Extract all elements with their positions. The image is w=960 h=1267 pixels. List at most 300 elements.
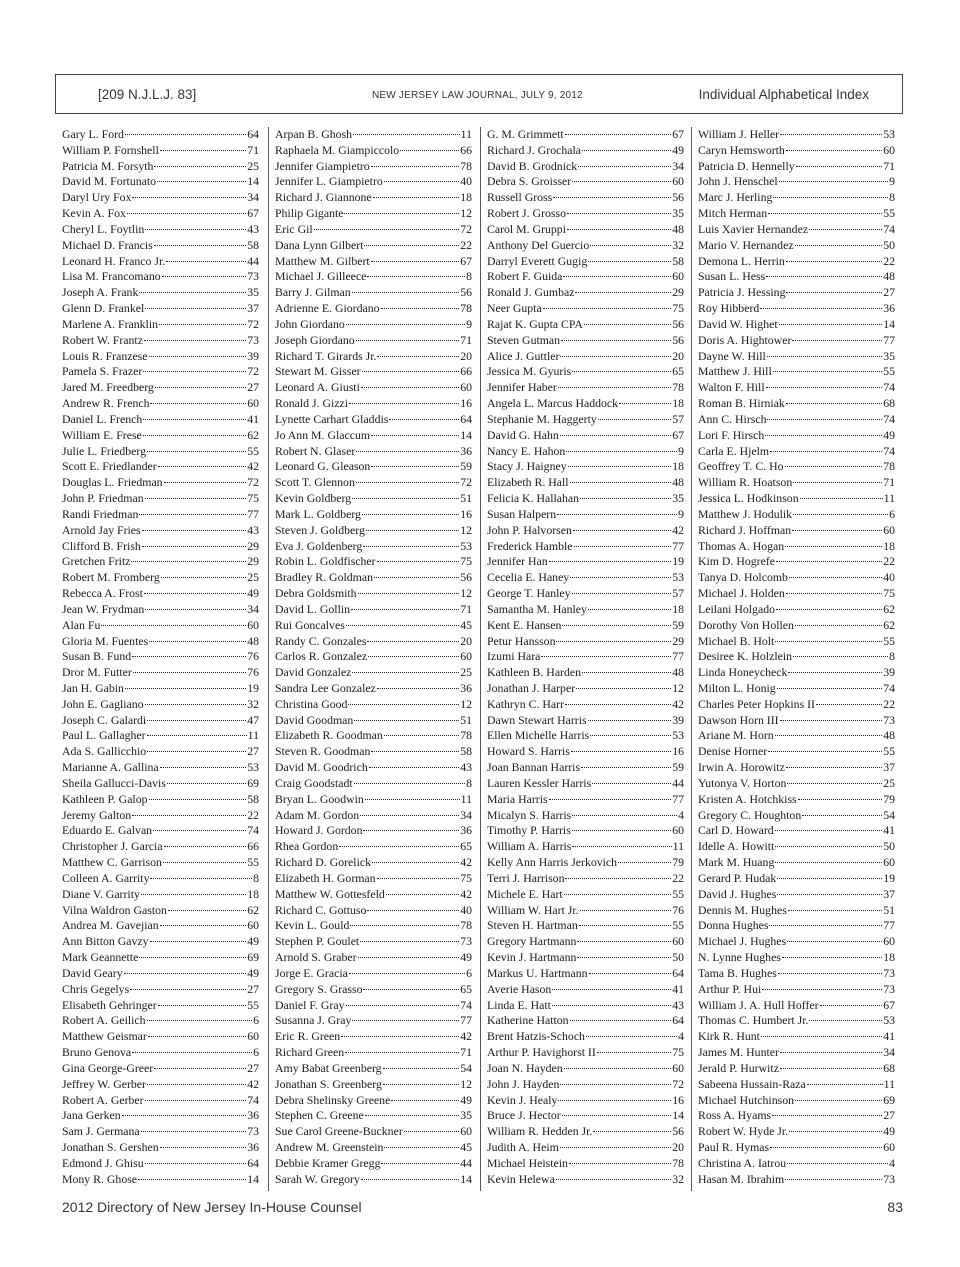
entry-name: Arthur P. Havighorst II	[487, 1045, 596, 1060]
dot-leader	[786, 260, 882, 262]
dot-leader	[560, 355, 671, 357]
index-entry	[698, 238, 895, 254]
dot-leader	[131, 560, 246, 562]
index-entry	[62, 444, 259, 460]
entry-name: Christina A. Iatrou	[698, 1155, 787, 1170]
index-entry	[487, 190, 684, 206]
index-entry	[62, 269, 259, 285]
entry-page-number: 42	[460, 886, 472, 901]
entry-name: Robert W. Hyde Jr.	[698, 1124, 789, 1139]
entry-name: Susan L. Hess	[698, 269, 766, 284]
entry-name: Sarah W. Gregory	[275, 1171, 360, 1186]
entry-name: Douglas L. Friedman	[62, 475, 163, 490]
index-entry	[62, 1061, 259, 1077]
entry-page-number: 48	[883, 269, 895, 284]
entry-page-number: 57	[672, 411, 684, 426]
entry-page-number: 44	[672, 775, 684, 790]
dot-leader	[139, 956, 246, 958]
index-entry	[487, 649, 684, 665]
index-entry	[62, 697, 259, 713]
index-entry	[62, 349, 259, 365]
index-entry	[62, 364, 259, 380]
entry-name: David W. Highet	[698, 316, 778, 331]
index-entry	[698, 665, 895, 681]
entry-name: Jorge E. Gracia	[275, 965, 348, 980]
index-entry	[275, 1045, 472, 1061]
index-entry	[487, 665, 684, 681]
index-entry	[487, 1124, 684, 1140]
dot-leader	[361, 386, 459, 388]
dot-leader	[154, 1067, 246, 1069]
entry-page-number: 60	[883, 855, 895, 870]
index-entry	[487, 159, 684, 175]
entry-name: Arpan B. Ghosh	[275, 127, 353, 141]
index-entry	[62, 159, 259, 175]
entry-page-number: 60	[247, 918, 259, 933]
dot-leader	[589, 972, 672, 974]
entry-name: Michele E. Hart	[487, 886, 563, 901]
index-entry	[62, 523, 259, 539]
entry-name: Leonard H. Franco Jr.	[62, 253, 166, 268]
entry-page-number: 35	[460, 1108, 472, 1123]
dot-leader	[809, 228, 882, 230]
entry-name: Caryn Hemsworth	[698, 142, 785, 157]
dot-leader	[779, 323, 883, 325]
entry-page-number: 8	[466, 775, 472, 790]
entry-name: Kathleen B. Harden	[487, 665, 582, 680]
index-columns	[62, 127, 895, 1190]
entry-page-number: 16	[460, 396, 472, 411]
entry-name: Steven J. Goldberg	[275, 522, 365, 537]
dot-leader	[760, 307, 882, 309]
entry-name: Jared M. Freedberg	[62, 380, 154, 395]
footer-title: 2012 Directory of New Jersey In-House Counsel	[62, 1199, 362, 1215]
entry-name: David G. Hahn	[487, 427, 559, 442]
dot-leader	[349, 972, 465, 974]
dot-leader	[576, 687, 671, 689]
index-entry	[487, 808, 684, 824]
entry-name: Daniel F. Gray	[275, 997, 345, 1012]
index-entry	[487, 602, 684, 618]
entry-page-number: 64	[672, 1013, 684, 1028]
index-entry	[62, 918, 259, 934]
index-entry	[698, 1077, 895, 1093]
dot-leader	[160, 766, 247, 768]
index-entry	[487, 554, 684, 570]
dot-leader	[553, 196, 671, 198]
entry-name: Matthew W. Gottesfeld	[275, 886, 385, 901]
index-entry	[275, 1172, 472, 1188]
index-entry	[487, 254, 684, 270]
entry-name: Donna Hughes	[698, 918, 769, 933]
entry-name: Geoffrey T. C. Ho	[698, 459, 784, 474]
dot-leader	[149, 798, 247, 800]
dot-leader	[138, 1178, 246, 1180]
entry-page-number: 36	[460, 443, 472, 458]
entry-name: Carla E. Hjelm	[698, 443, 770, 458]
dot-leader	[147, 750, 246, 752]
entry-page-number: 34	[247, 190, 259, 205]
entry-page-number: 34	[247, 601, 259, 616]
entry-page-number: 12	[460, 586, 472, 601]
entry-page-number: 73	[883, 712, 895, 727]
entry-name: Matthew J. Hill	[698, 364, 772, 379]
entry-name: Gregory Hartmann	[487, 934, 577, 949]
header-publication: NEW JERSEY LAW JOURNAL, JULY 9, 2012	[372, 90, 583, 101]
entry-page-number: 64	[247, 1155, 259, 1170]
entry-page-number: 25	[247, 158, 259, 173]
entry-page-number: 35	[883, 348, 895, 363]
entry-name: Elizabeth R. Goodman	[275, 728, 383, 743]
entry-page-number: 67	[247, 206, 259, 221]
dot-leader	[561, 339, 671, 341]
dot-leader	[384, 734, 459, 736]
index-entry	[62, 728, 259, 744]
dot-leader	[572, 814, 677, 816]
dot-leader	[366, 529, 459, 531]
index-entry	[62, 839, 259, 855]
entry-page-number: 4	[678, 807, 684, 822]
entry-name: Edmond J. Ghisu	[62, 1155, 144, 1170]
entry-name: Robert F. Guida	[487, 269, 563, 284]
dot-leader	[371, 750, 459, 752]
index-entry	[275, 285, 472, 301]
entry-page-number: 36	[247, 1108, 259, 1123]
entry-name: Desiree K. Holzlein	[698, 649, 793, 664]
index-entry	[62, 554, 259, 570]
entry-page-number: 56	[672, 190, 684, 205]
dot-leader	[572, 829, 671, 831]
index-entry	[275, 681, 472, 697]
entry-name: Elizabeth R. Hall	[487, 475, 569, 490]
index-column-1	[62, 127, 259, 1190]
index-entry	[487, 887, 684, 903]
entry-page-number: 41	[247, 411, 259, 426]
entry-name: Paul R. Hymas	[698, 1140, 770, 1154]
entry-name: William W. Hart Jr.	[487, 902, 579, 917]
dot-leader	[575, 291, 671, 293]
index-entry	[487, 1013, 684, 1029]
entry-name: Mark Geannette	[62, 950, 139, 965]
index-entry	[698, 428, 895, 444]
entry-page-number: 19	[883, 870, 895, 885]
dot-leader	[558, 1099, 671, 1101]
dot-leader	[365, 1114, 459, 1116]
index-entry	[275, 998, 472, 1014]
entry-page-number: 60	[672, 174, 684, 189]
index-entry	[487, 1077, 684, 1093]
index-entry	[275, 934, 472, 950]
entry-name: Walton F. Hill	[698, 380, 765, 395]
entry-page-number: 77	[460, 1013, 472, 1028]
index-entry	[698, 1172, 895, 1188]
entry-page-number: 73	[883, 981, 895, 996]
index-entry	[698, 301, 895, 317]
entry-page-number: 57	[672, 586, 684, 601]
entry-page-number: 37	[883, 760, 895, 775]
entry-name: Sam J. Germana	[62, 1124, 140, 1139]
entry-name: Luis Xavier Hernandez	[698, 221, 809, 236]
dot-leader	[787, 782, 882, 784]
dot-leader	[362, 370, 460, 372]
index-entry	[62, 459, 259, 475]
index-entry	[698, 808, 895, 824]
index-entry	[698, 1124, 895, 1140]
index-entry	[275, 887, 472, 903]
entry-name: Diane V. Garrity	[62, 886, 140, 901]
index-entry	[698, 887, 895, 903]
entry-name: Joseph C. Galardi	[62, 712, 147, 727]
dot-leader	[356, 481, 459, 483]
index-entry	[698, 966, 895, 982]
dot-leader	[150, 877, 252, 879]
dot-leader	[158, 1004, 247, 1006]
entry-page-number: 42	[460, 1029, 472, 1044]
dot-leader	[787, 1162, 888, 1164]
dot-leader	[786, 592, 882, 594]
index-entry	[62, 602, 259, 618]
dot-leader	[150, 940, 247, 942]
index-entry	[698, 143, 895, 159]
entry-name: Patricia M. Forsyth	[62, 158, 154, 173]
entry-name: Debra Shelinsky Greene	[275, 1092, 391, 1107]
entry-page-number: 18	[672, 396, 684, 411]
entry-name: Gerard P. Hudak	[698, 870, 777, 885]
index-entry	[487, 950, 684, 966]
entry-page-number: 42	[672, 696, 684, 711]
dot-leader	[149, 640, 246, 642]
dot-leader	[768, 212, 882, 214]
dot-leader	[368, 655, 459, 657]
dot-leader	[775, 861, 882, 863]
entry-name: William R. Hoatson	[698, 475, 793, 490]
entry-name: Randy C. Gonzales	[275, 633, 367, 648]
dot-leader	[353, 133, 460, 135]
dot-leader	[802, 814, 882, 816]
entry-page-number: 11	[883, 1076, 895, 1091]
entry-name: John P. Halvorsen	[487, 522, 572, 537]
index-entry	[275, 206, 472, 222]
entry-name: William A. Harris	[487, 839, 572, 854]
entry-name: Lauren Kessler Harris	[487, 775, 592, 790]
entry-name: Dawson Horn III	[698, 712, 779, 727]
dot-leader	[145, 497, 247, 499]
index-entry	[698, 222, 895, 238]
index-entry	[275, 396, 472, 412]
entry-page-number: 37	[883, 886, 895, 901]
entry-page-number: 69	[247, 775, 259, 790]
entry-page-number: 20	[672, 1140, 684, 1154]
entry-name: Colleen A. Garrity	[62, 870, 150, 885]
entry-page-number: 73	[247, 332, 259, 347]
entry-name: Jennifer Han	[487, 554, 548, 569]
entry-page-number: 14	[672, 1108, 684, 1123]
entry-name: Terri J. Harrison	[487, 870, 565, 885]
entry-page-number: 78	[460, 301, 472, 316]
entry-page-number: 29	[247, 538, 259, 553]
entry-name: Kevin J. Healy	[487, 1092, 558, 1107]
index-entry	[698, 982, 895, 998]
dot-leader	[820, 1004, 883, 1006]
index-entry	[487, 744, 684, 760]
index-entry	[62, 618, 259, 634]
dot-leader	[384, 1146, 459, 1148]
entry-page-number: 60	[672, 1060, 684, 1075]
entry-page-number: 42	[247, 1076, 259, 1091]
entry-name: Dana Lynn Gilbert	[275, 237, 364, 252]
entry-page-number: 77	[672, 649, 684, 664]
entry-page-number: 43	[247, 221, 259, 236]
dot-leader	[567, 228, 671, 230]
index-entry	[487, 475, 684, 491]
index-entry	[487, 871, 684, 887]
entry-name: Robert A. Gerber	[62, 1092, 144, 1107]
entry-name: Paul L. Gallagher	[62, 728, 146, 743]
entry-page-number: 29	[672, 285, 684, 300]
entry-name: Ronald J. Gizzi	[275, 396, 349, 411]
entry-name: Maria Harris	[487, 791, 548, 806]
index-entry	[62, 1029, 259, 1045]
index-entry	[275, 459, 472, 475]
entry-page-number: 64	[460, 411, 472, 426]
entry-page-number: 55	[883, 206, 895, 221]
index-entry	[487, 222, 684, 238]
entry-page-number: 73	[883, 1171, 895, 1186]
entry-page-number: 56	[672, 316, 684, 331]
index-entry	[487, 792, 684, 808]
entry-name: Debbie Kramer Gregg	[275, 1155, 381, 1170]
entry-name: Eduardo E. Galvan	[62, 823, 153, 838]
entry-page-number: 8	[466, 269, 472, 284]
dot-leader	[400, 149, 459, 151]
index-entry	[275, 222, 472, 238]
dot-leader	[132, 196, 246, 198]
index-entry	[275, 364, 472, 380]
index-entry	[62, 966, 259, 982]
dot-leader	[145, 1162, 247, 1164]
entry-name: Dennis M. Hughes	[698, 902, 787, 917]
index-entry	[62, 1013, 259, 1029]
dot-leader	[159, 323, 246, 325]
index-column-3	[487, 127, 684, 1190]
dot-leader	[775, 845, 882, 847]
entry-name: Dayne W. Hill	[698, 348, 766, 363]
dot-leader	[761, 1035, 882, 1037]
dot-leader	[147, 719, 246, 721]
index-entry	[698, 396, 895, 412]
dot-leader	[139, 291, 246, 293]
dot-leader	[780, 133, 882, 135]
dot-leader	[133, 671, 246, 673]
index-entry	[62, 1077, 259, 1093]
index-entry	[487, 317, 684, 333]
entry-name: Brent Hatzis-Schoch	[487, 1029, 585, 1044]
dot-leader	[145, 703, 247, 705]
entry-page-number: 65	[460, 839, 472, 854]
entry-name: John J. Hayden	[487, 1076, 560, 1091]
entry-name: Daniel L. French	[62, 411, 143, 426]
entry-page-number: 6	[889, 506, 895, 521]
entry-name: Rebecca A. Frost	[62, 586, 143, 601]
index-entry	[275, 1156, 472, 1172]
entry-name: Gretchen Fritz	[62, 554, 131, 569]
entry-name: Howard J. Gordon	[275, 823, 363, 838]
index-entry	[62, 206, 259, 222]
index-entry	[698, 602, 895, 618]
index-entry	[487, 713, 684, 729]
entry-name: Anthony Del Guercio	[487, 237, 590, 252]
entry-name: Leonard G. Gleason	[275, 459, 371, 474]
entry-page-number: 48	[672, 221, 684, 236]
entry-name: George T. Hanley	[487, 586, 571, 601]
entry-page-number: 44	[247, 253, 259, 268]
entry-page-number: 49	[460, 1092, 472, 1107]
entry-page-number: 35	[672, 491, 684, 506]
entry-name: Susan Halpern	[487, 506, 557, 521]
index-entry	[275, 744, 472, 760]
dot-leader	[145, 1099, 247, 1101]
entry-page-number: 36	[460, 680, 472, 695]
dot-leader	[549, 798, 672, 800]
dot-leader	[777, 877, 882, 879]
entry-page-number: 25	[883, 775, 895, 790]
dot-leader	[775, 734, 883, 736]
entry-name: Ada S. Gallicchio	[62, 744, 147, 759]
dot-leader	[549, 560, 672, 562]
index-entry	[62, 238, 259, 254]
index-entry	[698, 285, 895, 301]
dot-leader	[765, 434, 882, 436]
dot-leader	[142, 545, 246, 547]
entry-page-number: 71	[460, 601, 472, 616]
dot-leader	[574, 545, 672, 547]
dot-leader	[590, 734, 671, 736]
index-entry	[62, 333, 259, 349]
index-entry	[275, 523, 472, 539]
entry-page-number: 75	[460, 554, 472, 569]
index-entry	[487, 238, 684, 254]
dot-leader	[789, 576, 882, 578]
index-entry	[275, 1140, 472, 1156]
entry-name: Kathryn C. Harr	[487, 696, 564, 711]
entry-name: Jerald P. Hurwitz	[698, 1060, 779, 1075]
entry-name: James M. Hunter	[698, 1045, 779, 1060]
entry-name: Adrienne E. Giordano	[275, 301, 380, 316]
index-column-2	[275, 127, 472, 1190]
index-entry	[487, 570, 684, 586]
dot-leader	[161, 576, 246, 578]
entry-page-number: 11	[672, 839, 684, 854]
dot-leader	[775, 640, 882, 642]
index-entry	[698, 317, 895, 333]
dot-leader	[770, 1146, 882, 1148]
index-entry	[698, 333, 895, 349]
dot-leader	[566, 450, 677, 452]
dot-leader	[572, 370, 671, 372]
dot-leader	[389, 418, 459, 420]
entry-name: Andrew R. French	[62, 396, 150, 411]
index-entry	[62, 507, 259, 523]
entry-name: Julie L. Friedberg	[62, 443, 146, 458]
entry-name: Robert A. Geilich	[62, 1013, 146, 1028]
dot-leader	[168, 909, 246, 911]
index-entry	[487, 444, 684, 460]
entry-name: Joan Bannan Harris	[487, 760, 581, 775]
entry-page-number: 53	[672, 570, 684, 585]
index-entry	[275, 428, 472, 444]
entry-name: Clifford B. Frish	[62, 538, 141, 553]
dot-leader	[377, 687, 459, 689]
